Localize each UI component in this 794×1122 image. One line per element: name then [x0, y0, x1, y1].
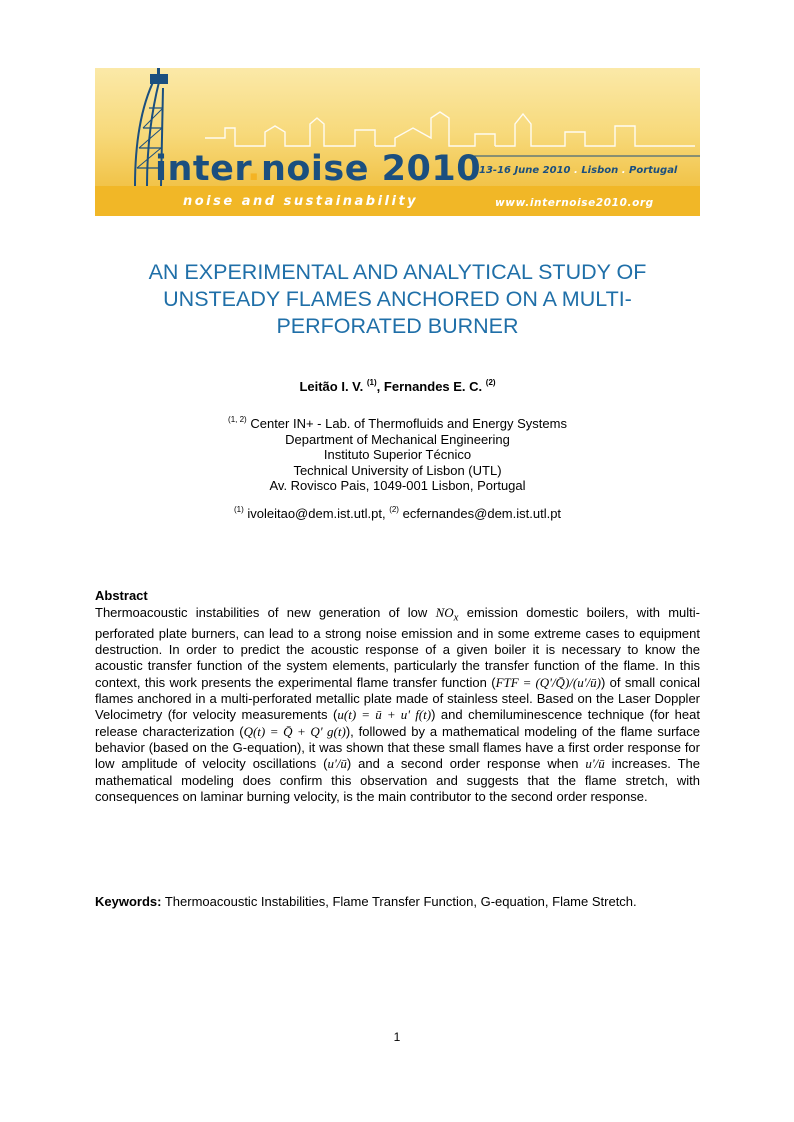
math-ratio: u'/ū: [585, 756, 605, 772]
title-line: UNSTEADY FLAMES ANCHORED ON A MULTI-: [163, 287, 632, 311]
abstract-heading: Abstract: [95, 588, 148, 603]
author-name: Leitão I. V.: [299, 379, 364, 394]
email-link[interactable]: ecfernandes@dem.ist.utl.pt: [402, 506, 562, 521]
author-emails: $^{(1)}$ ivoleitao@dem.ist.utl.pt, $^{(2)}$ ecfernandes@dem.ist.utl.pt: [233, 505, 562, 521]
paper-title: [95, 259, 700, 340]
conference-dates: 13-16 June 2010 . Lisbon . Portugal: [479, 165, 678, 176]
author-name: Fernandes E. C.: [383, 379, 483, 394]
math-nox: $NO_x$: [435, 605, 459, 624]
page-number: 1: [393, 1030, 401, 1044]
conference-url: www.internoise2010.org: [495, 197, 654, 209]
email-link[interactable]: ivoleitao@dem.ist.utl.pt,: [247, 506, 386, 521]
title-line: AN EXPERIMENTAL AND ANALYTICAL STUDY OF: [148, 260, 647, 284]
math-ratio: u'/ū: [327, 756, 347, 772]
conference-logo: inter.noise 2010: [155, 149, 482, 189]
math-velocity: u(t) = ū + u' f(t): [337, 707, 432, 723]
conference-tagline: noise and sustainability: [183, 194, 419, 209]
keywords-label: Keywords:: [95, 894, 162, 909]
title-line: PERFORATED BURNER: [276, 314, 519, 338]
conference-banner: [95, 68, 700, 216]
author-list: Leitão I. V. $^{(1)}$, Fernandes E. C. $^{(2)}$: [299, 378, 496, 394]
abstract-body: Thermoacoustic instabilities of new generation of low $NO_x$ emission domestic boilers, with multi-perforated plate burners, can lead to a strong noise emission and in some extreme cases to equipment destruction. In order to predict the acoustic response of a given boiler it is necessary to know the acoustic transfer function of the system elements, particularly the transfer function of the flame. In this context, this work presents the experimental flame transfer function (FTF = (Q'/Q̄)/(u'/ū)) of small conical flames anchored in a multi-perforated metallic plate made of stainless steel. Based on the Laser Doppler Velocimetry (for velocity measurements (u(t) = ū + u' f(t)) and chemiluminescence technique (for heat release characterization (Q(t) = Q̄ + Q' g(t)), followed by a mathematical modeling of the flame surface behavior (based on the G-equation), it was shown that these small flames have a first order response for low amplitude of velocity oscillations (u'/ū) and a second order response when u'/ū increases. The mathematical modeling does confirm this observation and suggests that the flame stretch, with consequences on laminar burning velocity, is the main contributor to the second order response.: [95, 605, 701, 804]
math-ftf: FTF = (Q'/Q̄)/(u'/ū): [495, 674, 601, 690]
math-heat-release: Q(t) = Q̄ + Q' g(t): [243, 723, 346, 739]
keywords: Keywords: Thermoacoustic Instabilities, Flame Transfer Function, G-equation, Flame Stretch.: [95, 894, 637, 909]
affiliation-block: $^{(1, 2)}$ Center IN+ - Lab. of Thermofluids and Energy Systems Department of Mechanical Engineering Instituto Superior Técnico Technical University of Lisbon (UTL) Av. Rovisco Pais, 1049-001 Lisbon, Portugal: [228, 415, 567, 493]
